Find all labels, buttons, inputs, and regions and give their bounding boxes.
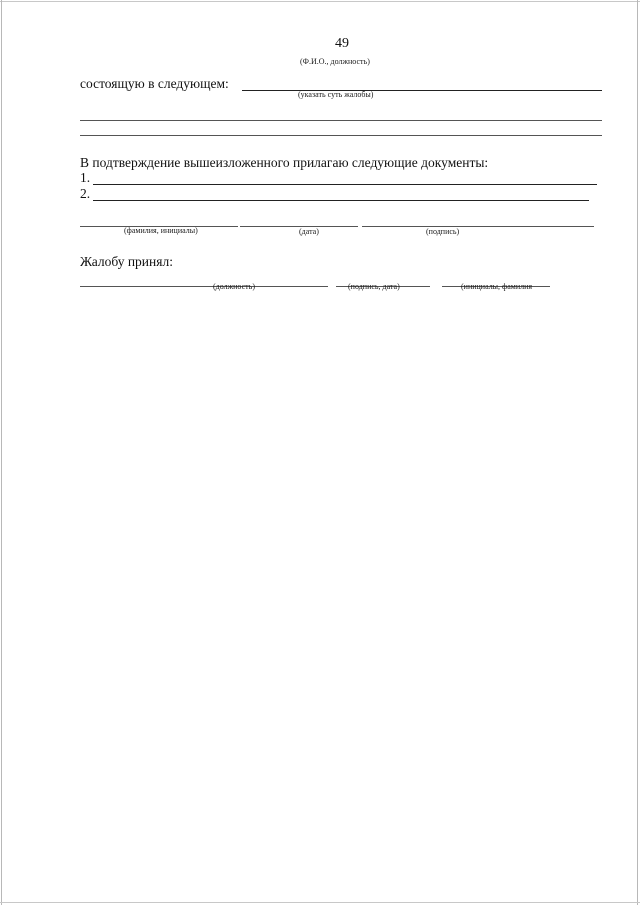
document-item-2-line[interactable] <box>93 200 589 201</box>
scan-left-edge <box>1 0 2 905</box>
fio-caption: (Ф.И.О., должность) <box>300 57 370 66</box>
signature-name-caption: (фамилия, инициалы) <box>124 226 198 235</box>
signature-sign-caption: (подпись) <box>426 227 460 236</box>
document-item-number: 1. <box>80 170 91 185</box>
complaint-line-3[interactable] <box>80 135 602 136</box>
documents-heading: В подтверждение вышеизложенного прилагаю следующие документы: <box>80 155 489 170</box>
scan-bottom-edge <box>0 902 640 903</box>
document-item-1-line[interactable] <box>93 184 597 185</box>
scan-top-edge <box>0 1 640 2</box>
signature-sign-line[interactable] <box>362 226 594 227</box>
accepted-heading: Жалобу принял: <box>80 254 173 269</box>
scan-right-edge <box>637 0 638 905</box>
accepted-initials-caption: (инициалы, фамилия <box>461 282 533 291</box>
accepted-position-caption: (должность) <box>213 282 255 291</box>
document-item-number: 2. <box>80 186 91 201</box>
signature-date-caption: (дата) <box>299 227 319 236</box>
accepted-position-line[interactable] <box>80 286 328 287</box>
complaint-essence-caption: (указать суть жалобы) <box>298 90 374 99</box>
complaint-essence-line[interactable] <box>242 90 602 91</box>
accepted-sign-date-caption: (подпись, дата) <box>348 282 400 291</box>
complaint-line-2[interactable] <box>80 120 602 121</box>
complaint-lead-text: состоящую в следующем: <box>80 76 229 91</box>
page-number: 49 <box>335 36 349 51</box>
